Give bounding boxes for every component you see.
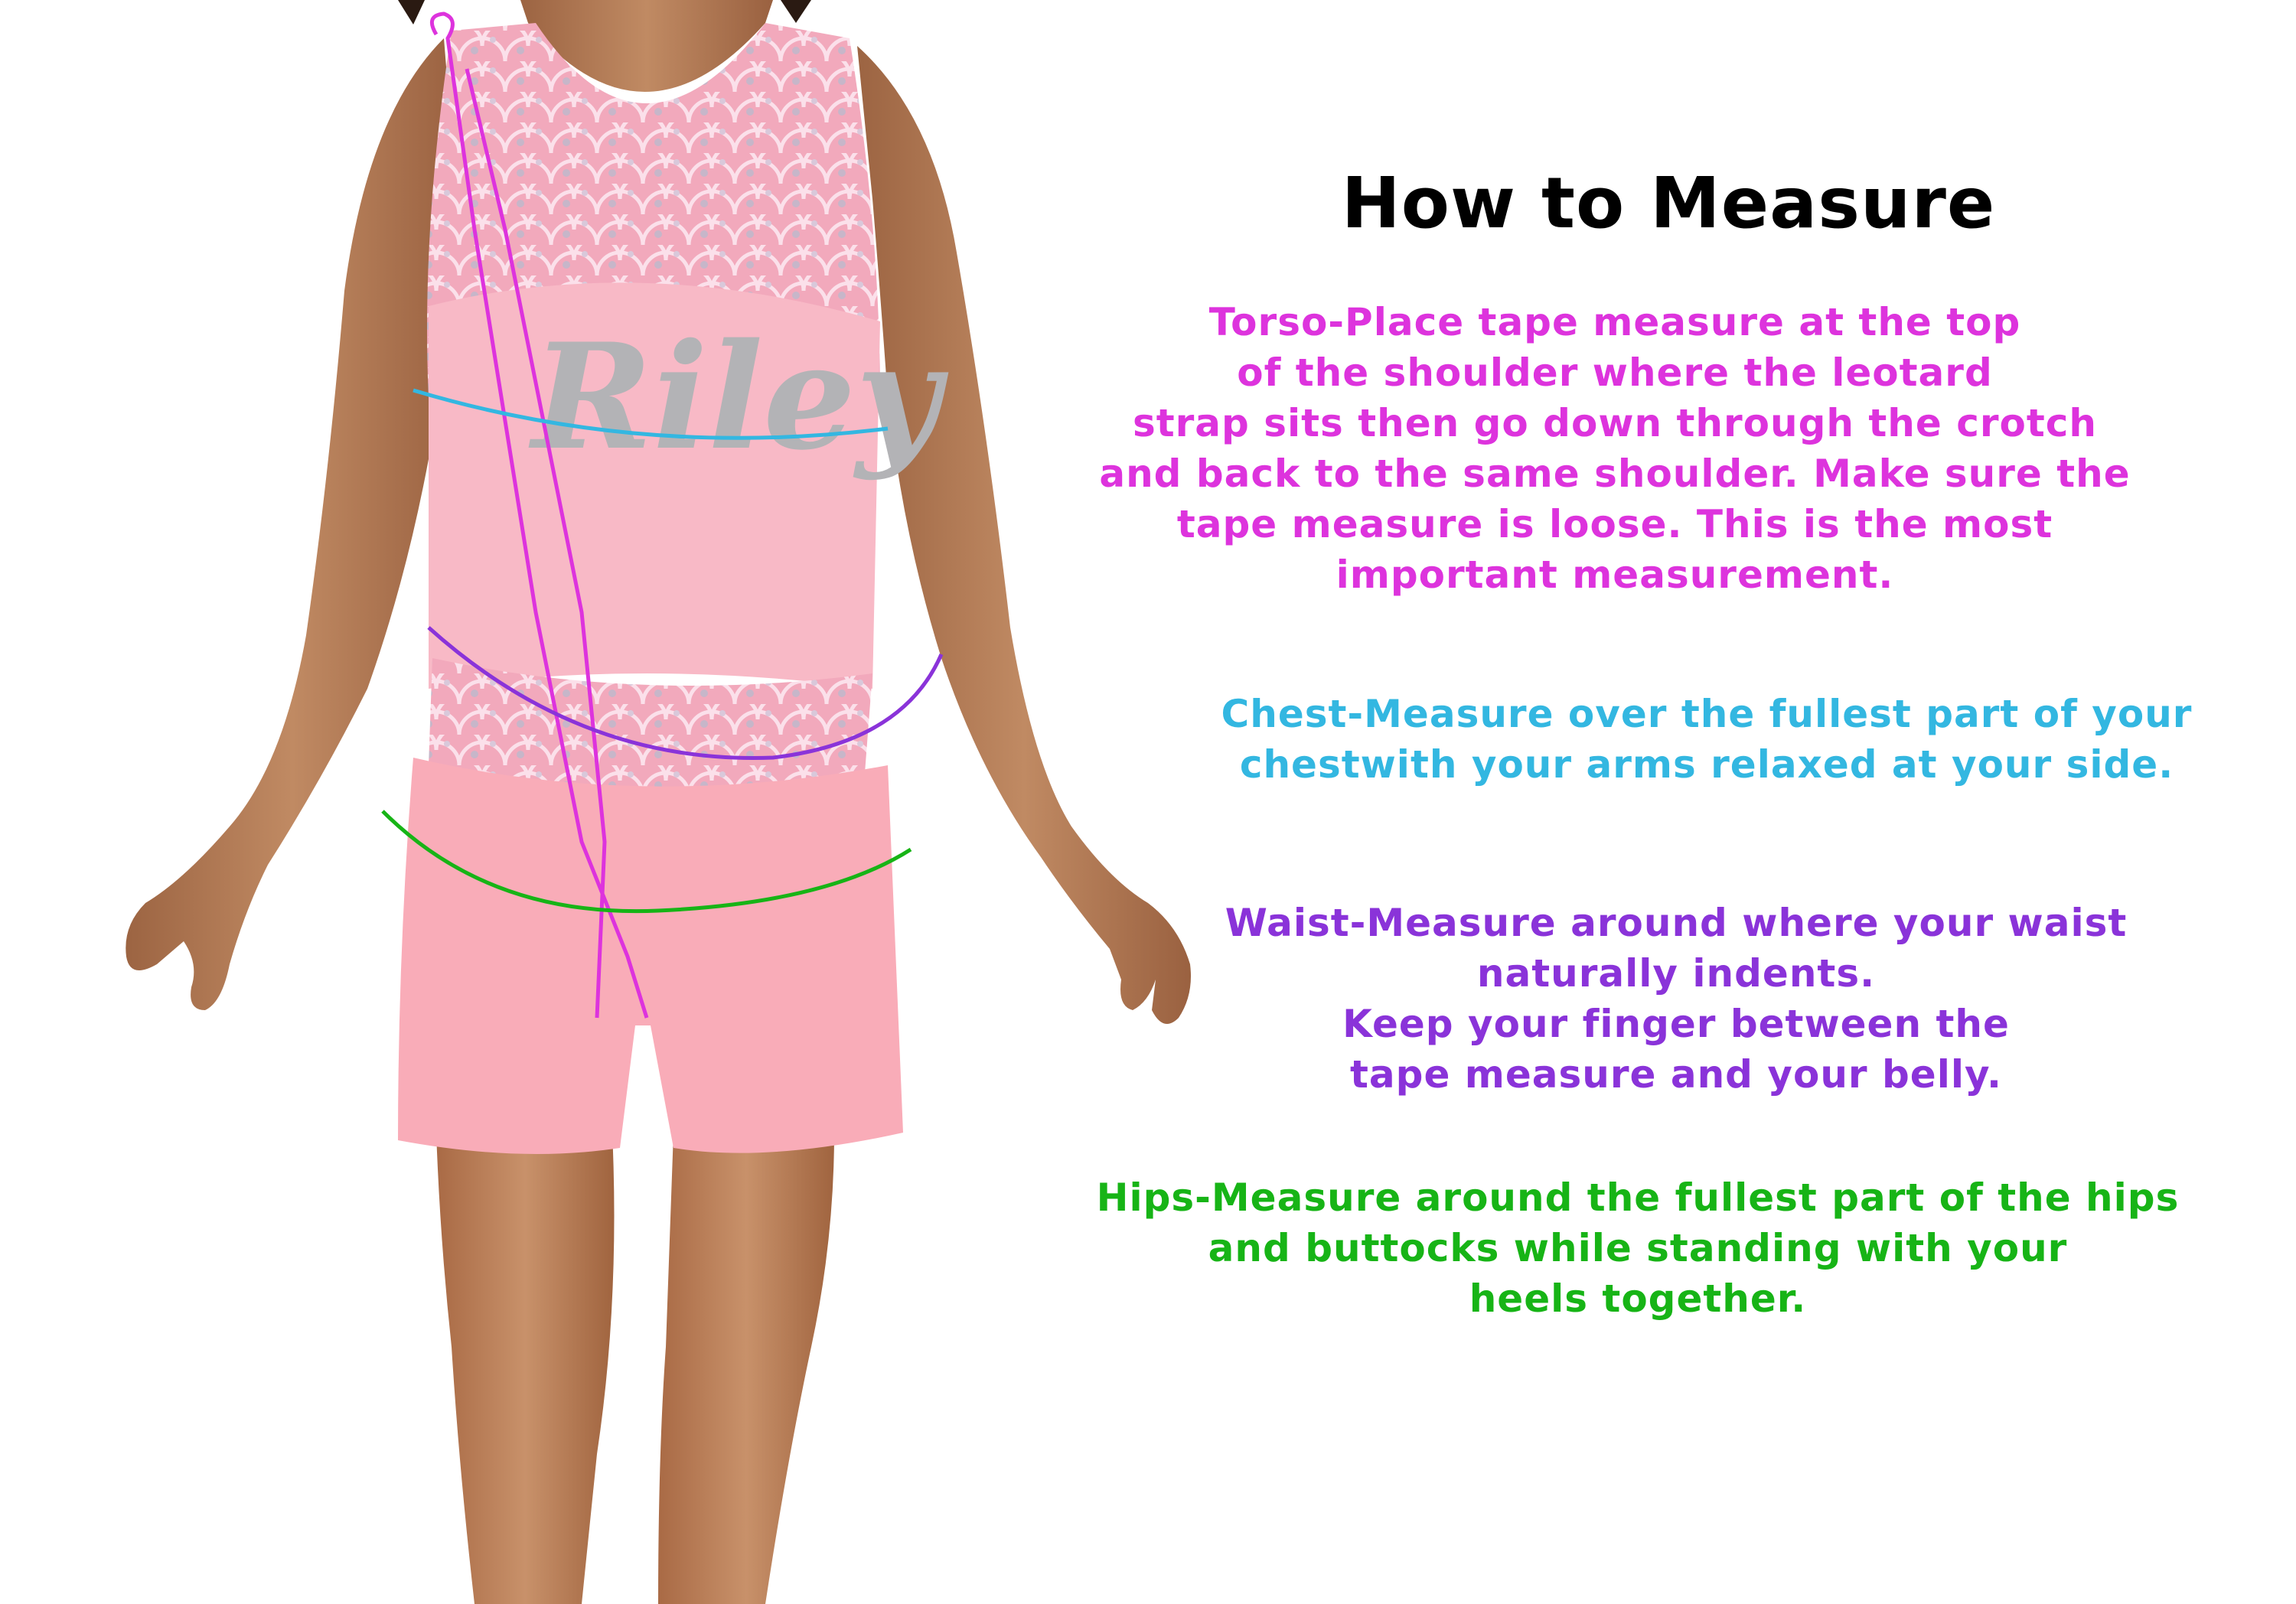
torso-line: strap sits then go down through the crotch bbox=[1132, 401, 2098, 445]
hips-line: Hips-Measure around the fullest part of the hips bbox=[1096, 1175, 2180, 1220]
hips-instructions bbox=[1056, 1172, 2219, 1324]
leotard-name: Riley bbox=[532, 311, 941, 482]
page-title: How to Measure bbox=[1341, 162, 1996, 244]
chest-line: chestwith your arms relaxed at your side. bbox=[1239, 742, 2174, 787]
torso-line: Torso-Place tape measure at the top bbox=[1208, 300, 2021, 344]
torso-line: and back to the same shoulder. Make sure the bbox=[1099, 452, 2131, 496]
torso-instructions bbox=[1071, 297, 2158, 600]
waist-line: naturally indents. bbox=[1476, 951, 1876, 996]
instructions-panel bbox=[1056, 0, 2281, 1604]
torso-line: tape measure is loose. This is the most bbox=[1176, 502, 2053, 546]
torso-line: of the shoulder where the leotard bbox=[1237, 350, 1993, 395]
chest-instructions bbox=[1156, 689, 2258, 790]
right-leg bbox=[658, 1133, 834, 1604]
left-leg bbox=[436, 1133, 615, 1604]
hips-line: and buttocks while standing with your bbox=[1208, 1226, 2068, 1270]
shorts bbox=[398, 758, 903, 1154]
hair-right bbox=[781, 0, 811, 23]
torso-line: important measurement. bbox=[1336, 553, 1894, 597]
waist-line: Waist-Measure around where your waist bbox=[1225, 901, 2128, 945]
hips-line: heels together. bbox=[1469, 1276, 1807, 1321]
waist-instructions bbox=[1179, 898, 2174, 1100]
chest-line: Chest-Measure over the fullest part of your bbox=[1221, 692, 2193, 736]
waist-line: Keep your finger between the bbox=[1342, 1002, 2010, 1046]
waist-line: tape measure and your belly. bbox=[1350, 1052, 2002, 1097]
hair bbox=[398, 0, 425, 24]
